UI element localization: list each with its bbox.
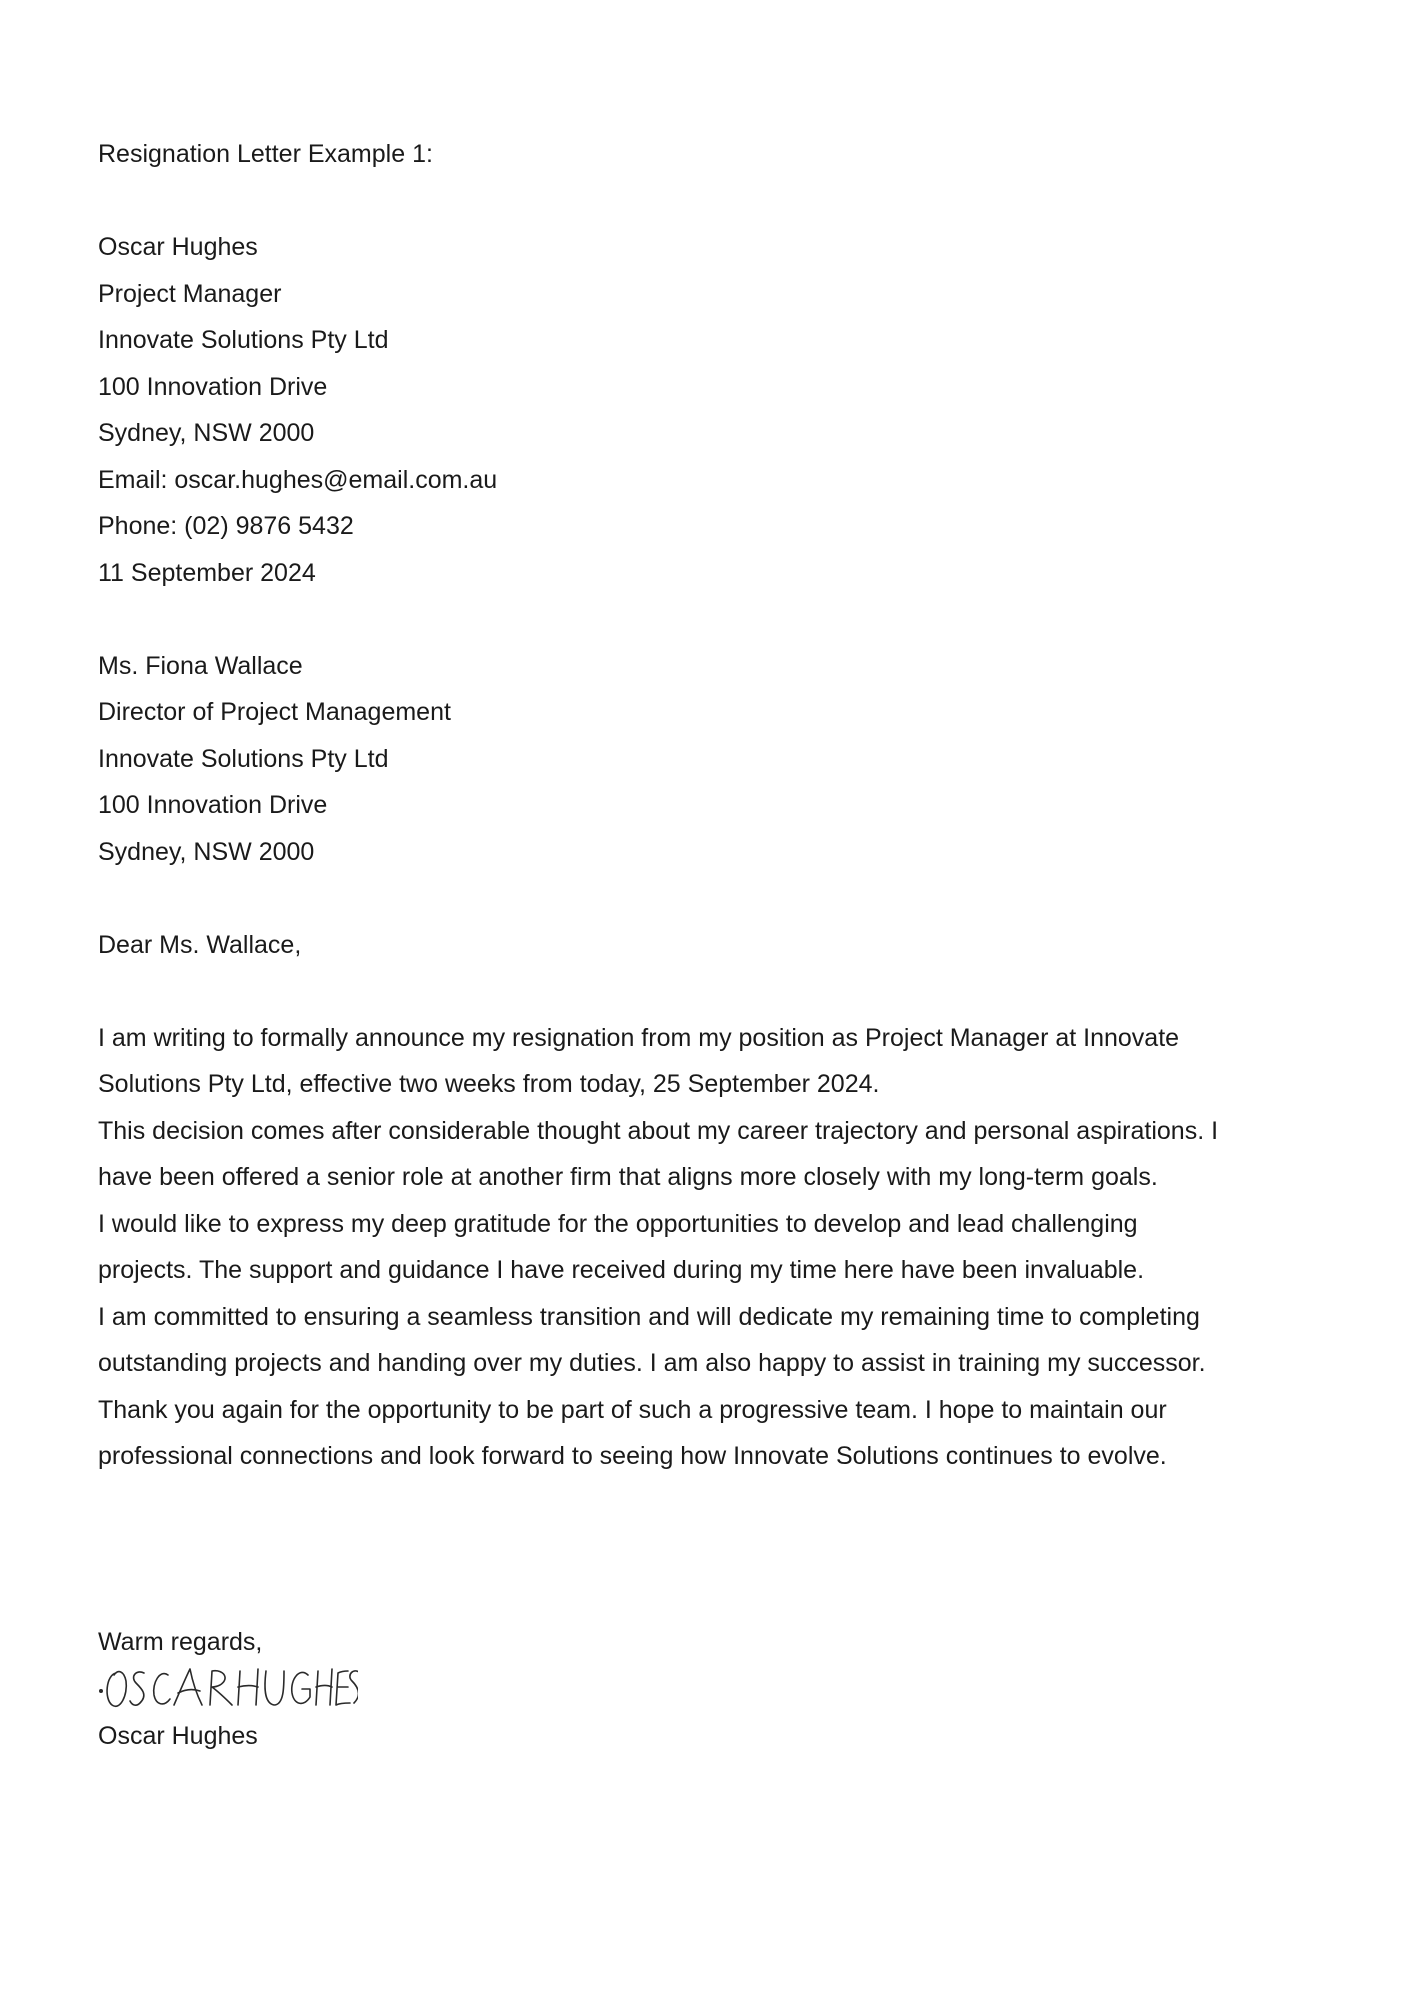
- spacer: [98, 968, 1338, 1015]
- sender-title: Project Manager: [98, 279, 282, 308]
- body-line: outstanding projects and handing over my duties. I am also happy to assist in training my successor.: [98, 1349, 1206, 1377]
- letter-heading: Resignation Letter Example 1:: [98, 140, 433, 168]
- body-line: I would like to express my deep gratitude for the opportunities to develop and lead challenging: [98, 1209, 1138, 1238]
- letter-body: [98, 1015, 1338, 1480]
- signer-name: Oscar Hughes: [98, 1722, 258, 1750]
- body-line: I am committed to ensuring a seamless transition and will dedicate my remaining time to completing: [98, 1302, 1200, 1331]
- sender-address: 100 Innovation Drive: [98, 372, 328, 401]
- sender-name: Oscar Hughes: [98, 233, 258, 261]
- salutation: Dear Ms. Wallace,: [98, 930, 302, 959]
- recipient-company: Innovate Solutions Pty Ltd: [98, 744, 389, 773]
- recipient-title: Director of Project Management: [98, 698, 451, 726]
- sender-city: Sydney, NSW 2000: [98, 419, 315, 447]
- body-line: I am writing to formally announce my resignation from my position as Project Manager at Innovate: [98, 1023, 1180, 1052]
- body-line: have been offered a senior role at another firm that aligns more closely with my long-term goals.: [98, 1163, 1158, 1191]
- spacer: [98, 1480, 1338, 1619]
- body-line: professional connections and look forward to seeing how Innovate Solutions continues to evolve.: [98, 1442, 1167, 1470]
- body-line: Solutions Pty Ltd, effective two weeks from today, 25 September 2024.: [98, 1070, 880, 1098]
- recipient-city: Sydney, NSW 2000: [98, 837, 315, 866]
- sender-email: Email: oscar.hughes@email.com.au: [98, 465, 498, 494]
- spacer: [98, 875, 1338, 922]
- spacer: [98, 178, 1338, 225]
- recipient-block: [98, 643, 1338, 876]
- handwritten-signature: [98, 1659, 1338, 1717]
- recipient-name: Ms. Fiona Wallace: [98, 651, 303, 680]
- sender-company: Innovate Solutions Pty Ltd: [98, 326, 389, 354]
- sender-phone: Phone: (02) 9876 5432: [98, 512, 354, 540]
- recipient-address: 100 Innovation Drive: [98, 791, 328, 819]
- body-line: This decision comes after considerable thought about my career trajectory and personal aspirations. I: [98, 1116, 1219, 1145]
- letter-content: [98, 131, 1338, 1760]
- body-line: projects. The support and guidance I have received during my time here have been invaluable.: [98, 1256, 1145, 1284]
- closing: Warm regards,: [98, 1627, 263, 1656]
- body-line: Thank you again for the opportunity to be part of such a progressive team. I hope to maintain our: [98, 1395, 1167, 1424]
- signature-drawing: [98, 1659, 358, 1717]
- sender-block: [98, 224, 1338, 596]
- letter-date: 11 September 2024: [98, 558, 316, 587]
- spacer: [98, 596, 1338, 643]
